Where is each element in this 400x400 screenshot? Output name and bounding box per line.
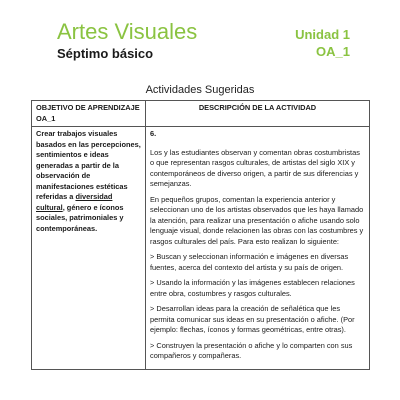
paragraph: Los y las estudiantes observan y comentan obras costumbristas o que representan rasgos culturales, de artistas del siglo XIX y contemporáneos de diverso origen, a partir de sus diferencias y semejanzas. xyxy=(150,147,360,188)
table-header-row xyxy=(32,101,370,127)
subject-title: Artes Visuales xyxy=(57,19,198,44)
header-left xyxy=(57,20,197,62)
table-row xyxy=(32,127,370,370)
list-item: > Buscan y seleccionan información e imágenes en diversas fuentes, acerca del contexto del artista y su país de origen. xyxy=(150,252,349,272)
objective-text-2: , género e íconos sociales, patrimoniales y contemporáneas. xyxy=(36,202,124,233)
header-right xyxy=(295,26,350,60)
objective-text-1: Crear trabajos visuales basados en las percepciones, sentimientos e ideas generadas a partir de la observación de manifestaciones estéticas referidas a xyxy=(36,129,141,201)
objective-text-underlined: diversidad cultural xyxy=(36,192,113,212)
header-objective: OBJETIVO DE APRENDIZAJE OA_1 xyxy=(32,101,146,127)
objective-code: OA_1 xyxy=(316,44,350,59)
list-item: > Construyen la presentación o afiche y lo comparten con sus compañeros y compañeras. xyxy=(150,340,353,360)
activity-number: 6. xyxy=(150,129,157,138)
activities-table xyxy=(31,100,370,370)
grade-level: Séptimo básico xyxy=(57,46,154,61)
list-item: > Desarrollan ideas para la creación de señalética que les permita comunicar sus ideas en su presentación o afiche. (Por ejemplo: flechas, íconos y formas geométricas, entre otras). xyxy=(150,304,355,334)
objective-cell xyxy=(32,127,146,370)
description-cell xyxy=(146,127,370,370)
header-description: DESCRIPCIÓN DE LA ACTIVIDAD xyxy=(146,101,370,127)
list-item: > Usando la información y las imágenes establecen relaciones entre obra, costumbres y rasgos culturales. xyxy=(150,278,355,298)
section-title: Actividades Sugeridas xyxy=(145,84,255,96)
unit-label: Unidad 1 xyxy=(295,27,350,42)
paragraph: En pequeños grupos, comentan la experiencia anterior y seleccionan uno de los artistas observados que les haya llamado la atención, para realizar una presentación o afiche usando solo lenguaje visual, donde relacionen las obras con las costumbres y rasgos culturales del país. Para esto realizan lo siguiente: xyxy=(150,194,364,246)
